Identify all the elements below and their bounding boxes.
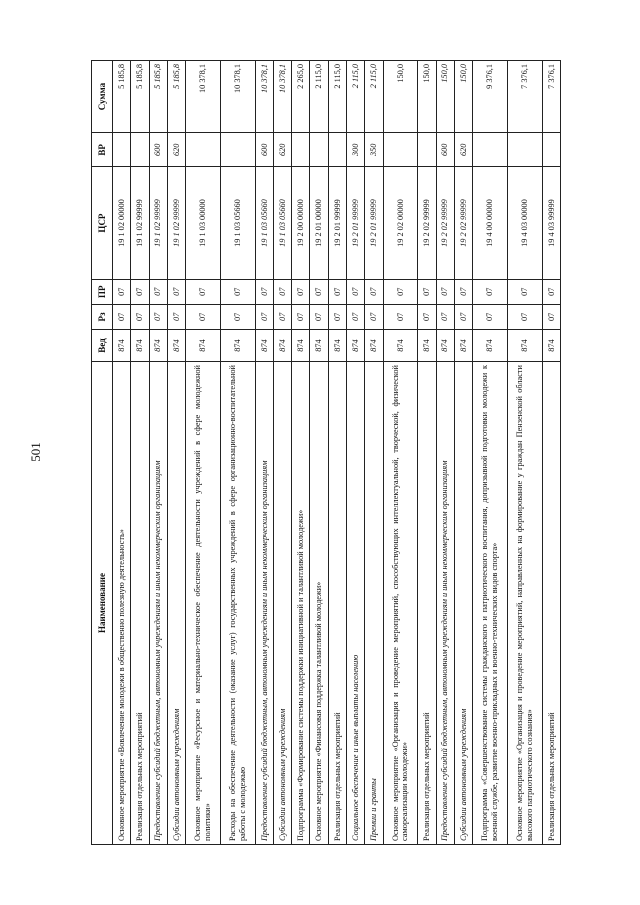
cell-pr: 07 [346, 279, 364, 304]
cell-name: Премии и гранты [365, 362, 383, 845]
cell-rz: 07 [346, 304, 364, 329]
cell-sum: 2 265,0 [292, 61, 310, 133]
cell-name: Субсидии автономным учреждениям [167, 362, 185, 845]
cell-csr: 19 4 03 99999 [542, 167, 560, 279]
cell-vr [328, 133, 346, 167]
cell-vr [507, 133, 542, 167]
cell-sum: 10 378,1 [255, 61, 273, 133]
cell-rz: 07 [310, 304, 328, 329]
cell-csr: 19 1 02 99999 [149, 167, 167, 279]
cell-pr: 07 [310, 279, 328, 304]
table-row [131, 61, 149, 845]
table-row [542, 61, 560, 845]
cell-csr: 19 1 02 00000 [113, 167, 131, 279]
cell-pr: 07 [507, 279, 542, 304]
cell-sum: 7 376,1 [507, 61, 542, 133]
table-row [186, 61, 221, 845]
cell-pr: 07 [454, 279, 472, 304]
cell-sum: 10 378,1 [186, 61, 221, 133]
cell-sum: 10 378,1 [273, 61, 291, 133]
cell-vr: 300 [346, 133, 364, 167]
cell-pr: 07 [113, 279, 131, 304]
cell-name: Реализация отдельных мероприятий [328, 362, 346, 845]
cell-name: Социальное обеспечение и иные выплаты населению [346, 362, 364, 845]
cell-vr [292, 133, 310, 167]
cell-ved: 874 [255, 329, 273, 361]
cell-ved: 874 [186, 329, 221, 361]
cell-ved: 874 [454, 329, 472, 361]
cell-csr: 19 1 02 99999 [131, 167, 149, 279]
cell-pr: 07 [149, 279, 167, 304]
cell-rz: 07 [167, 304, 185, 329]
cell-pr: 07 [418, 279, 436, 304]
cell-rz: 07 [113, 304, 131, 329]
cell-ved: 874 [149, 329, 167, 361]
table-row [149, 61, 167, 845]
cell-pr: 07 [186, 279, 221, 304]
cell-csr: 19 2 01 99999 [365, 167, 383, 279]
cell-ved: 874 [473, 329, 508, 361]
cell-pr: 07 [473, 279, 508, 304]
header-pr: ПР [92, 279, 113, 304]
cell-rz: 07 [473, 304, 508, 329]
cell-name: Реализация отдельных мероприятий [542, 362, 560, 845]
table-row [220, 61, 255, 845]
page-number: 501 [28, 442, 43, 462]
cell-name: Основное мероприятие «Организация и проведение мероприятий, способствующих интеллектуальной, творческой, физической самореализации молодежи» [383, 362, 418, 845]
table-header-row [92, 61, 113, 845]
table-row [383, 61, 418, 845]
cell-name: Расходы на обеспечение деятельности (оказание услуг) государственных учреждений в сфере организационно-воспитательной работы с молодежью [220, 362, 255, 845]
table-row [418, 61, 436, 845]
cell-vr [310, 133, 328, 167]
cell-name: Основное мероприятие «Вовлечение молодежи в общественно полезную деятельность» [113, 362, 131, 845]
cell-ved: 874 [346, 329, 364, 361]
cell-csr: 19 1 03 00000 [186, 167, 221, 279]
cell-name: Реализация отдельных мероприятий [131, 362, 149, 845]
cell-sum: 5 185,8 [149, 61, 167, 133]
cell-pr: 07 [255, 279, 273, 304]
cell-sum: 2 115,0 [310, 61, 328, 133]
cell-ved: 874 [365, 329, 383, 361]
cell-sum: 2 115,0 [328, 61, 346, 133]
table-row [255, 61, 273, 845]
cell-rz: 07 [507, 304, 542, 329]
cell-sum: 5 185,8 [167, 61, 185, 133]
cell-sum: 10 378,1 [220, 61, 255, 133]
cell-vr [131, 133, 149, 167]
cell-sum: 5 185,8 [113, 61, 131, 133]
cell-sum: 5 185,8 [131, 61, 149, 133]
cell-csr: 19 1 02 99999 [167, 167, 185, 279]
cell-name: Реализация отдельных мероприятий [418, 362, 436, 845]
cell-pr: 07 [542, 279, 560, 304]
cell-ved: 874 [328, 329, 346, 361]
cell-rz: 07 [292, 304, 310, 329]
cell-pr: 07 [273, 279, 291, 304]
cell-csr: 19 4 00 00000 [473, 167, 508, 279]
cell-sum: 150,0 [436, 61, 454, 133]
table-row [436, 61, 454, 845]
cell-name: Субсидии автономным учреждениям [273, 362, 291, 845]
cell-csr: 19 1 03 05660 [220, 167, 255, 279]
table-row [292, 61, 310, 845]
cell-rz: 07 [418, 304, 436, 329]
cell-rz: 07 [186, 304, 221, 329]
table-row [454, 61, 472, 845]
cell-sum: 7 376,1 [542, 61, 560, 133]
cell-pr: 07 [436, 279, 454, 304]
cell-name: Основное мероприятие «Ресурсное и материально-техническое обеспечение деятельности учреждений в сфере молодежной политики» [186, 362, 221, 845]
cell-vr [383, 133, 418, 167]
header-csr: ЦСР [92, 167, 113, 279]
cell-ved: 874 [292, 329, 310, 361]
cell-csr: 19 2 02 99999 [436, 167, 454, 279]
table-row [346, 61, 364, 845]
cell-pr: 07 [220, 279, 255, 304]
cell-vr: 620 [454, 133, 472, 167]
cell-pr: 07 [131, 279, 149, 304]
table-row [473, 61, 508, 845]
table-row [273, 61, 291, 845]
cell-vr: 350 [365, 133, 383, 167]
cell-ved: 874 [542, 329, 560, 361]
cell-name: Субсидии автономным учреждениям [454, 362, 472, 845]
cell-sum: 150,0 [383, 61, 418, 133]
header-vr: ВР [92, 133, 113, 167]
cell-csr: 19 2 01 99999 [346, 167, 364, 279]
cell-ved: 874 [167, 329, 185, 361]
cell-pr: 07 [292, 279, 310, 304]
cell-sum: 9 376,1 [473, 61, 508, 133]
cell-name: Предоставление субсидий бюджетным, автономным учреждениям и иным некоммерческим организациям [149, 362, 167, 845]
cell-vr [473, 133, 508, 167]
budget-table [91, 60, 561, 845]
cell-rz: 07 [328, 304, 346, 329]
header-name: Наименование [92, 362, 113, 845]
header-ved: Вед [92, 329, 113, 361]
cell-ved: 874 [131, 329, 149, 361]
table-row [365, 61, 383, 845]
cell-rz: 07 [273, 304, 291, 329]
cell-vr: 600 [149, 133, 167, 167]
cell-rz: 07 [365, 304, 383, 329]
rotated-table-container [91, 60, 561, 845]
cell-rz: 07 [542, 304, 560, 329]
cell-rz: 07 [255, 304, 273, 329]
cell-name: Основное мероприятие «Организация и проведение мероприятий, направленных на формирование у граждан Пензенской области высокого патриотического сознания» [507, 362, 542, 845]
cell-ved: 874 [273, 329, 291, 361]
cell-csr: 19 1 03 05660 [273, 167, 291, 279]
table-body [113, 61, 561, 845]
cell-name: Предоставление субсидий бюджетным, автономным учреждениям и иным некоммерческим организациям [255, 362, 273, 845]
table-row [507, 61, 542, 845]
cell-rz: 07 [454, 304, 472, 329]
cell-ved: 874 [418, 329, 436, 361]
cell-name: Подпрограмма «Совершенствование системы гражданского и патриотического воспитания, допризывной подготовки молодежи к военной службе, развитие военно-прикладных и военно-технических видов спорта» [473, 362, 508, 845]
cell-pr: 07 [365, 279, 383, 304]
cell-ved: 874 [436, 329, 454, 361]
cell-vr [542, 133, 560, 167]
cell-csr: 19 2 02 99999 [418, 167, 436, 279]
cell-csr: 19 2 00 00000 [292, 167, 310, 279]
cell-rz: 07 [131, 304, 149, 329]
cell-name: Предоставление субсидий бюджетным, автономным учреждениям и иным некоммерческим организациям [436, 362, 454, 845]
cell-rz: 07 [149, 304, 167, 329]
cell-vr [186, 133, 221, 167]
table-row [113, 61, 131, 845]
cell-sum: 2 115,0 [346, 61, 364, 133]
cell-csr: 19 2 02 00000 [383, 167, 418, 279]
table-row [167, 61, 185, 845]
cell-ved: 874 [220, 329, 255, 361]
cell-ved: 874 [310, 329, 328, 361]
cell-rz: 07 [383, 304, 418, 329]
cell-csr: 19 2 01 99999 [328, 167, 346, 279]
cell-csr: 19 1 03 05660 [255, 167, 273, 279]
cell-vr: 620 [167, 133, 185, 167]
cell-pr: 07 [328, 279, 346, 304]
header-sum: Сумма [92, 61, 113, 133]
cell-ved: 874 [507, 329, 542, 361]
cell-pr: 07 [383, 279, 418, 304]
cell-ved: 874 [113, 329, 131, 361]
cell-csr: 19 2 02 99999 [454, 167, 472, 279]
cell-sum: 150,0 [454, 61, 472, 133]
cell-vr: 600 [436, 133, 454, 167]
cell-vr: 620 [273, 133, 291, 167]
cell-name: Подпрограмма «Формирование системы поддержки инициативной и талантливой молодежи» [292, 362, 310, 845]
cell-sum: 2 115,0 [365, 61, 383, 133]
cell-rz: 07 [436, 304, 454, 329]
cell-sum: 150,0 [418, 61, 436, 133]
header-rz: Рз [92, 304, 113, 329]
cell-vr [418, 133, 436, 167]
cell-vr: 600 [255, 133, 273, 167]
cell-pr: 07 [167, 279, 185, 304]
cell-csr: 19 2 01 00000 [310, 167, 328, 279]
cell-ved: 874 [383, 329, 418, 361]
table-row [310, 61, 328, 845]
cell-vr [113, 133, 131, 167]
cell-rz: 07 [220, 304, 255, 329]
cell-vr [220, 133, 255, 167]
table-row [328, 61, 346, 845]
cell-csr: 19 4 03 00000 [507, 167, 542, 279]
cell-name: Основное мероприятие «Финансовая поддержка талантливой молодежи» [310, 362, 328, 845]
